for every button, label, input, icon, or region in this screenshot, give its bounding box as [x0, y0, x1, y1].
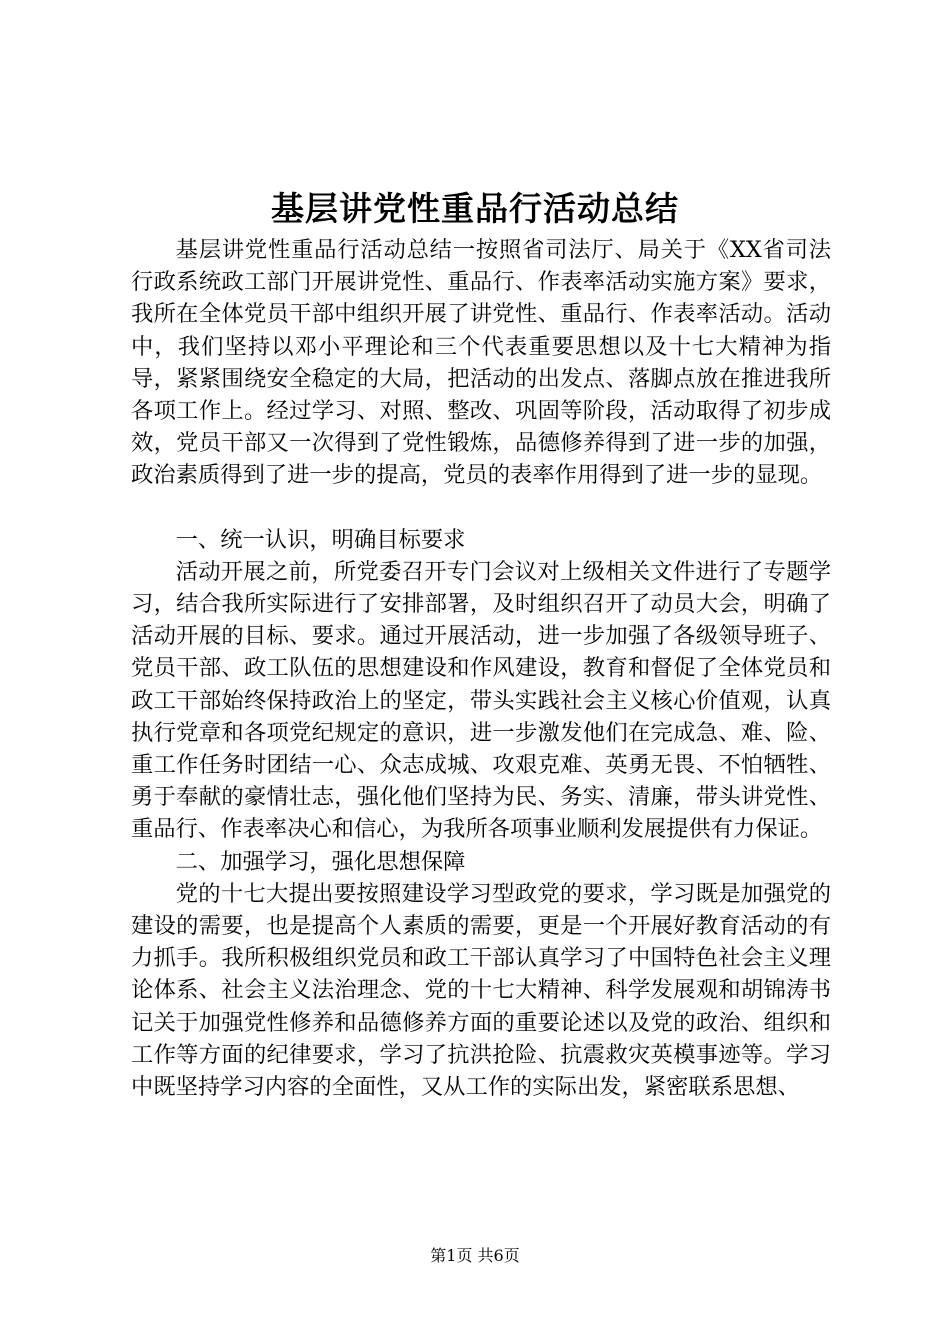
- intro-paragraph: 基层讲党性重品行活动总结一按照省司法厅、局关于《XX省司法行政系统政工部门开展讲党性、重品行、作表率活动实施方案》要求，我所在全体党员干部中组织开展了讲党性、重品行、作表率活动。活动中，我们坚持以邓小平理论和三个代表重要思想以及十七大精神为指导，紧紧围绕安全稳定的大局，把活动的出发点、落脚点放在推进我所各项工作上。经过学习、对照、整改、巩固等阶段，活动取得了初步成效，党员干部又一次得到了党性锻炼，品德修养得到了进一步的加强，政治素质得到了进一步的提高，党员的表率作用得到了进一步的显现。: [131, 237, 831, 489]
- section-1-paragraph: 活动开展之前，所党委召开专门会议对上级相关文件进行了专题学习，结合我所实际进行了安排部署，及时组织召开了动员大会，明确了活动开展的目标、要求。通过开展活动，进一步加强了各级领导班子、党员干部、政工队伍的思想建设和作风建设，教育和督促了全体党员和政工干部始终保持政治上的坚定，带头实践社会主义核心价值观，认真执行党章和各项党纪规定的意识，进一步激发他们在完成急、难、险、重工作任务时团结一心、众志成城、攻艰克难、英勇无畏、不怕牺牲、勇于奉献的豪情壮志，强化他们坚持为民、务实、清廉，带头讲党性、重品行、作表率决心和信心，为我所各项事业顺利发展提供有力保证。: [131, 558, 831, 843]
- page-number-footer: 第1页 共6页: [430, 1246, 520, 1265]
- section-2-paragraph: 党的十七大提出要按照建设学习型政党的要求，学习既是加强党的建设的需要，也是提高个人素质的需要，更是一个开展好教育活动的有力抓手。我所积极组织党员和政工干部认真学习了中国特色社会主义理论体系、社会主义法治理念、党的十七大精神、科学发展观和胡锦涛书记关于加强党性修养和品德修养方面的重要论述以及党的政治、组织和工作等方面的纪律要求，学习了抗洪抢险、抗震救灾英模事迹等。学习中既坚持学习内容的全面性，又从工作的实际出发，紧密联系思想、: [131, 880, 831, 1101]
- document-body: [131, 234, 831, 1103]
- section-heading-1: 一、统一认识，明确目标要求: [175, 526, 466, 553]
- section-heading-2: 二、加强学习，强化思想保障: [175, 848, 466, 875]
- document-title: 基层讲党性重品行活动总结: [271, 189, 679, 228]
